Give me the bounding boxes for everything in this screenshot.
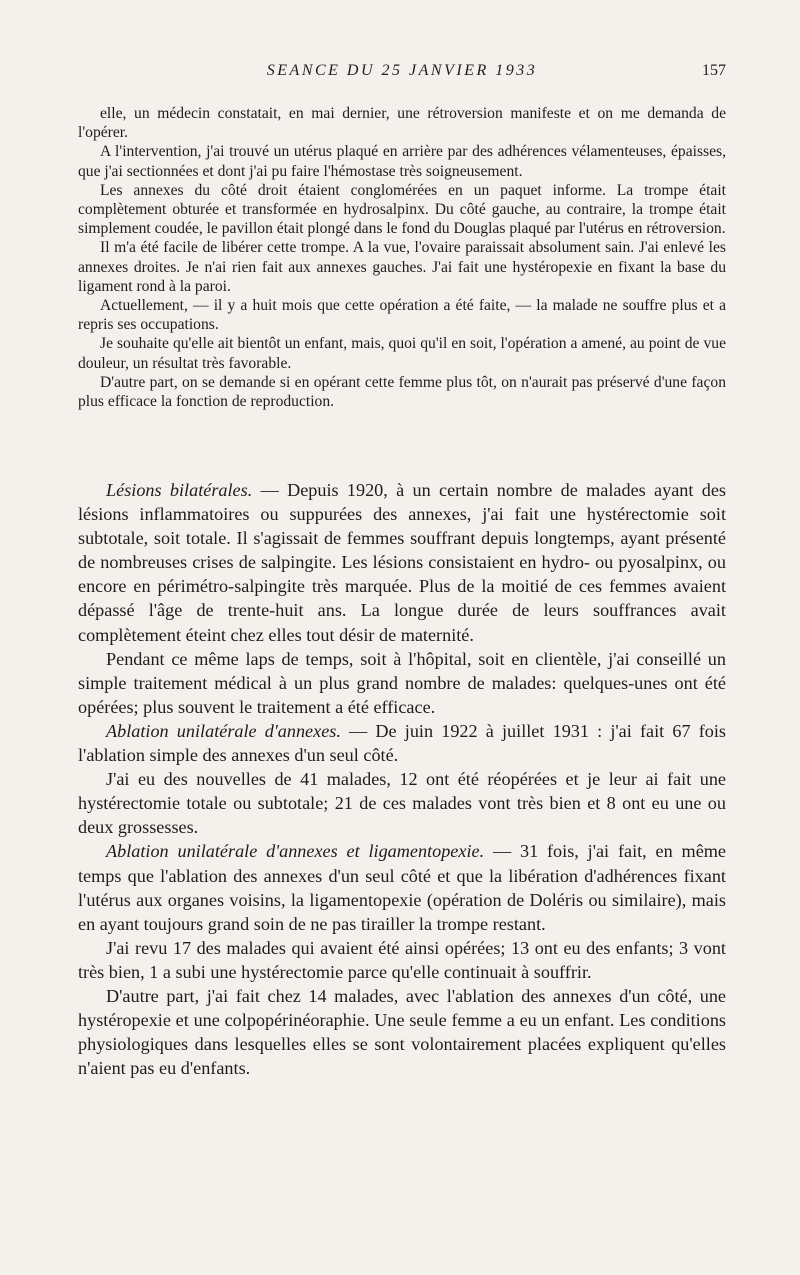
paragraph: Pendant ce même laps de temps, soit à l'hôpital, soit en clientèle, j'ai conseillé un simple traitement médical à un plus grand nombre de malades: quelques-unes ont été opérées; plus souvent le traitement a été efficace. bbox=[78, 648, 726, 717]
page-number: 157 bbox=[702, 62, 726, 79]
small-print-section bbox=[78, 104, 726, 411]
paragraph: D'autre part, on se demande si en opérant cette femme plus tôt, on n'aurait pas préservé d'une façon plus efficace la fonction de reproduction. bbox=[78, 373, 726, 411]
paragraph: J'ai revu 17 des malades qui avaient été ainsi opérées; 13 ont eu des enfants; 3 vont très bien, 1 a subi une hystérectomie parce qu'elle continuait à souffrir. bbox=[78, 937, 726, 982]
paragraph-bilateral-lesions bbox=[78, 478, 726, 647]
running-title: SEANCE DU 25 JANVIER 1933 bbox=[266, 62, 538, 79]
paragraph-unilateral-ablation bbox=[78, 719, 726, 767]
main-text-section bbox=[78, 478, 726, 1080]
section-heading: Ablation unilatérale d'annexes et ligamentopexie. bbox=[106, 841, 485, 862]
paragraph: Je souhaite qu'elle ait bientôt un enfant, mais, quoi qu'il en soit, l'opération a amené, au point de vue douleur, un résultat très favorable. bbox=[78, 335, 726, 372]
paragraph-ligamentopexy bbox=[78, 839, 726, 935]
paragraph: Il m'a été facile de libérer cette trompe. A la vue, l'ovaire paraissait absolument sain. J'ai enlevé les annexes droites. Je n'ai rien fait aux annexes gauches. J'ai fait une hystéropexie en fixant la base du ligament rond à la paroi. bbox=[78, 239, 726, 295]
section-heading: Ablation unilatérale d'annexes. bbox=[106, 720, 341, 741]
page-header bbox=[78, 62, 726, 86]
paragraph: A l'intervention, j'ai trouvé un utérus plaqué en arrière par des adhérences vélamenteuses, épaisses, que j'ai sectionnées et dont j'ai pu faire l'hémostase très soigneusement. bbox=[78, 143, 726, 180]
paragraph: Actuellement, — il y a huit mois que cette opération a été faite, — la malade ne souffre plus et a repris ses occupations. bbox=[78, 297, 726, 334]
paragraph-text: — Depuis 1920, à un certain nombre de malades ayant des lésions inflammatoires ou suppurées des annexes, j'ai fait une hystérectomie soit subtotale, soit totale. Il s'agissait de femmes souffrant depuis longtemps, ayant présenté de nombreuses crises de salpingite. Les lésions consistaient en hydro- ou pyosalpinx, ou encore en périmétro-salpingite très marquée. Plus de la moitié de ces femmes avaient dépassé l'âge de trente-huit ans. La longue durée de leurs souffrances avait complètement éteint chez elles tout désir de maternité. bbox=[78, 480, 726, 645]
section-heading: Lésions bilatérales. bbox=[106, 480, 253, 500]
paragraph: elle, un médecin constatait, en mai dernier, une rétroversion manifeste et on me demanda de l'opérer. bbox=[78, 105, 726, 142]
paragraph-text: — De juin 1922 à juillet 1931 : j'ai fait 67 fois l'ablation simple des annexes d'un seul côté. bbox=[78, 720, 727, 766]
paragraph: J'ai eu des nouvelles de 41 malades, 12 ont été réopérées et je leur ai fait une hystérectomie totale ou subtotale; 21 de ces malades vont très bien et 8 ont eu une ou deux grossesses. bbox=[78, 769, 726, 838]
paragraph: D'autre part, j'ai fait chez 14 malades, avec l'ablation des annexes d'un côté, une hystéropexie et une colpopérinéoraphie. Une seule femme a eu un enfant. Les conditions physiologiques dans lesquelles elles se sont volontairement placées expliquent qu'elles n'aient pas eu d'enfants. bbox=[78, 985, 726, 1079]
paragraph-text: — 31 fois, j'ai fait, en même temps que l'ablation des annexes d'un seul côté et que la libération d'adhérences fixant l'utérus aux organes voisins, la ligamentopexie (opération de Doléris ou similaire), mais en ayant toujours grand soin de ne pas tirailler la trompe restant. bbox=[78, 841, 726, 934]
paragraph: Les annexes du côté droit étaient conglomérées en un paquet informe. La trompe était complètement obturée et transformée en hydrosalpinx. Du côté gauche, au contraire, la trompe était simplement coudée, le pavillon était plongé dans le fond du Douglas plaqué par l'utérus en rétroversion. bbox=[78, 181, 726, 238]
